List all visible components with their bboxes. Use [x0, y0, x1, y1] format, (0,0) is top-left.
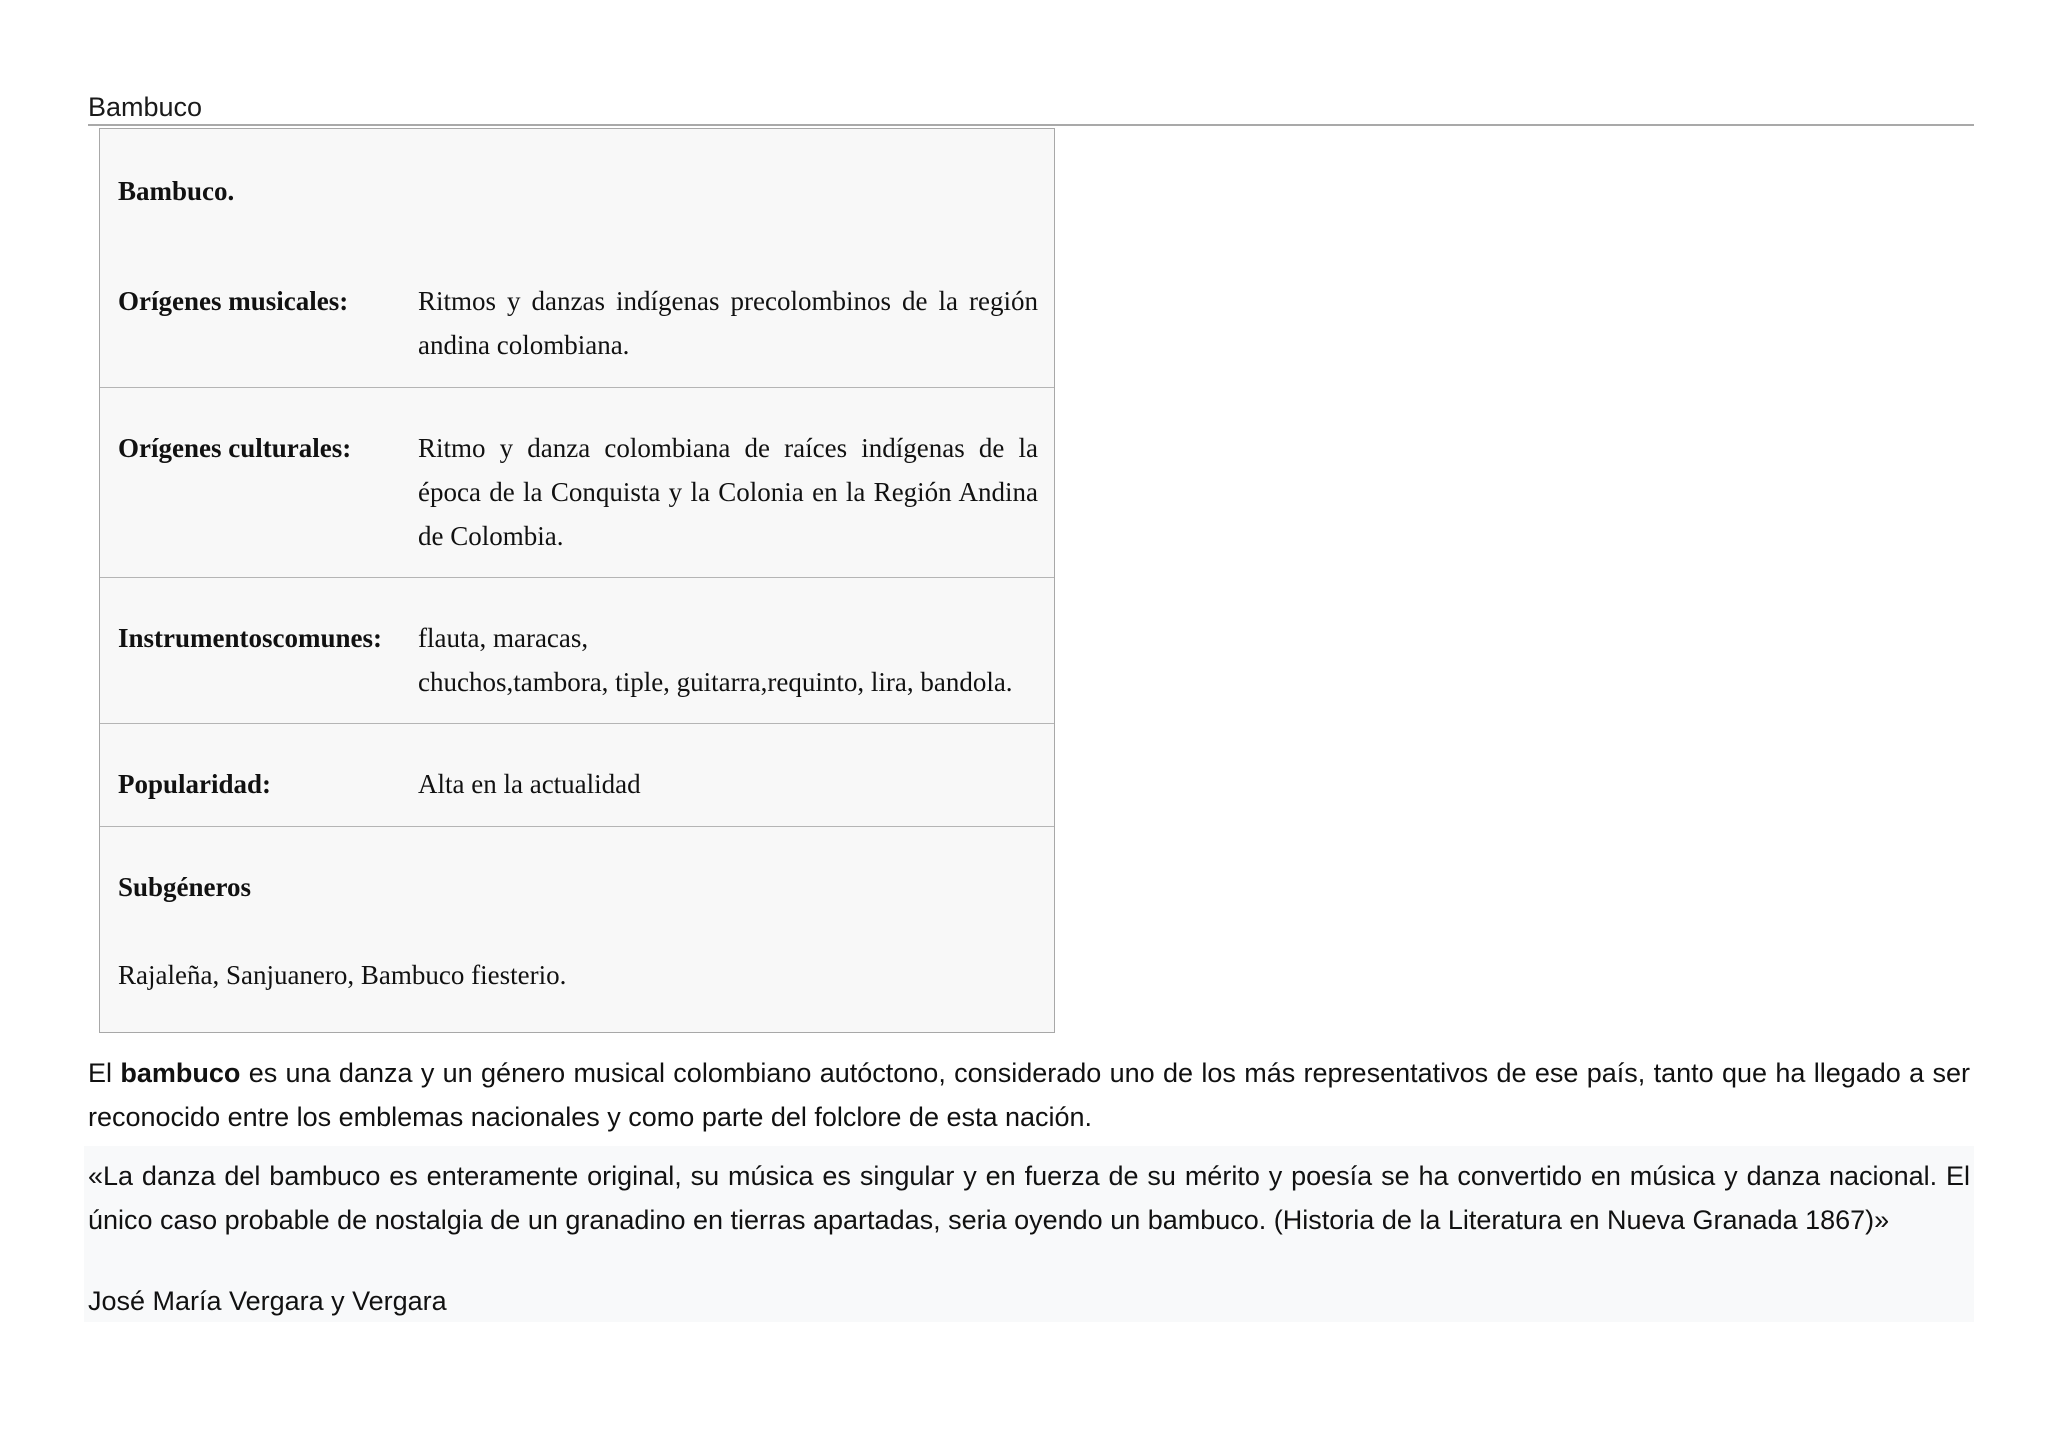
intro-rest: es una danza y un género musical colombiano autóctono, considerado uno de los más representativos de ese país, tanto que ha llegado a ser reconocido entre los emblemas nacionales y como parte del folclore de esta nación.: [88, 1058, 1970, 1132]
infobox-divider: [100, 577, 1054, 578]
infobox-subgenres-value: Rajaleña, Sanjuanero, Bambuco fiesterio.: [118, 960, 567, 990]
infobox: [99, 128, 1055, 1033]
infobox-label: Instrumentoscomunes:: [118, 623, 383, 653]
infobox-label: Orígenes musicales:: [118, 286, 349, 316]
infobox-subgenres-heading: Subgéneros: [118, 872, 252, 902]
infobox-value: Ritmos y danzas indígenas precolombinos de la región andina colombiana.: [418, 286, 1038, 360]
infobox-title: Bambuco.: [118, 176, 235, 206]
infobox-divider: [100, 723, 1054, 724]
infobox-value-line-1: flauta, maracas,: [418, 623, 589, 653]
infobox-value-line-2: chuchos,tambora, tiple, guitarra,requinto, lira, bandola.: [418, 667, 1013, 697]
intro-bold-term: bambuco: [120, 1058, 241, 1088]
quote-author: José María Vergara y Vergara: [88, 1286, 447, 1316]
quote-block: [84, 1146, 1974, 1322]
page-header: [88, 90, 1974, 126]
infobox-label: Orígenes culturales:: [118, 433, 352, 463]
intro-prefix: El: [88, 1058, 121, 1088]
infobox-value: Ritmo y danza colombiana de raíces indígenas de la época de la Conquista y la Colonia en la Región Andina de Colombia.: [418, 433, 1038, 551]
quote-text: «La danza del bambuco es enteramente original, su música es singular y en fuerza de su mérito y poesía se ha convertido en música y danza nacional. El único caso probable de nostalgia de un granadino en tierras apartadas, seria oyendo un bambuco. (Historia de la Literatura en Nueva Granada 1867)»: [88, 1161, 1970, 1235]
infobox-value: Alta en la actualidad: [418, 769, 641, 799]
intro-paragraph: [88, 1051, 1970, 1139]
infobox-label: Popularidad:: [118, 769, 272, 799]
infobox-divider: [100, 826, 1054, 827]
page-title: Bambuco: [88, 92, 203, 122]
infobox-divider: [100, 387, 1054, 388]
